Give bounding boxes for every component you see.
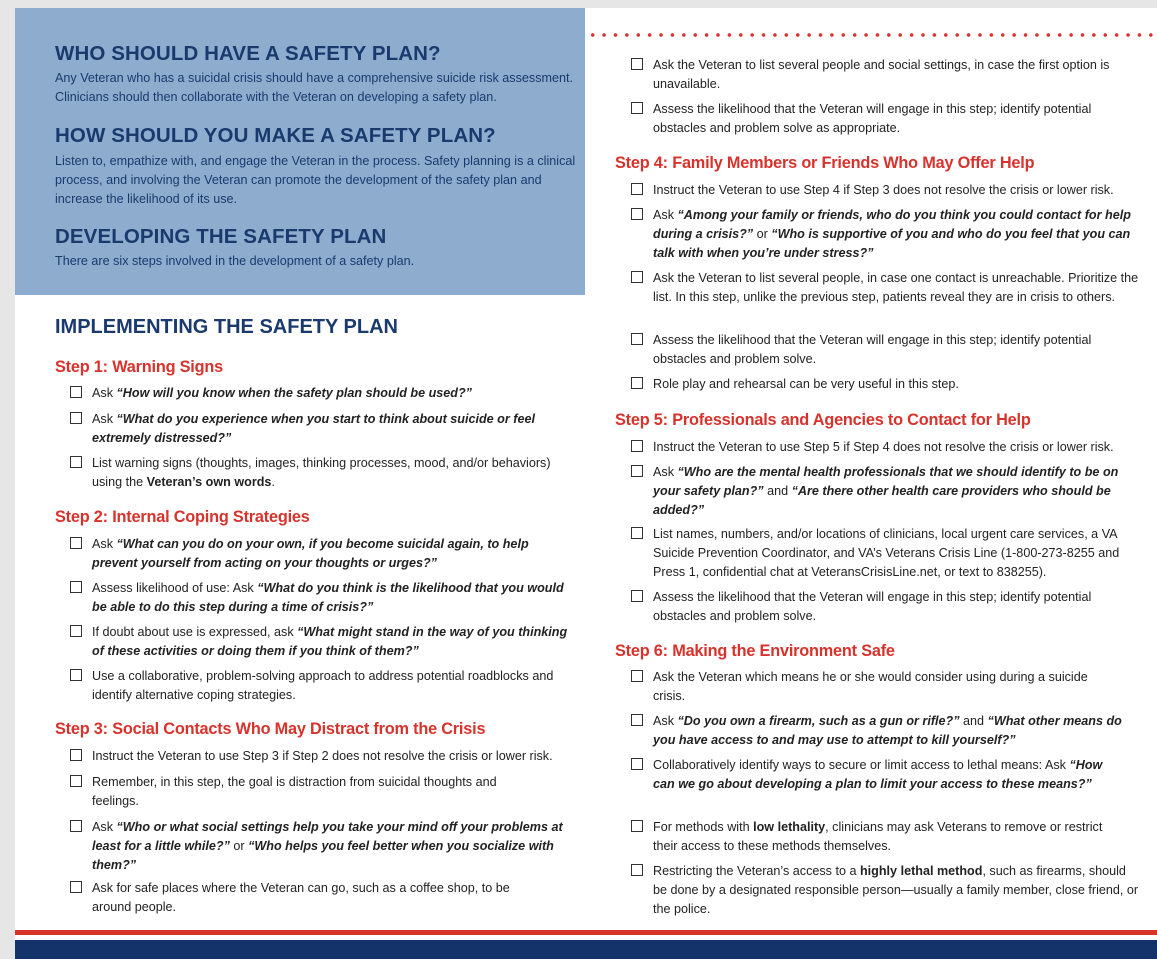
developing-text: There are six steps involved in the development of a safety plan. — [55, 254, 415, 268]
checkbox[interactable] — [70, 749, 82, 761]
step3-heading: Step 3: Social Contacts Who May Distract from the Crisis — [55, 720, 486, 738]
step3-item-5: Ask the Veteran to list several people and social settings, in case the first option is unavailable. — [653, 56, 1143, 94]
checkbox[interactable] — [631, 102, 643, 114]
step6-item-4: For methods with low lethality, clinicians may ask Veterans to remove or restrict their access to these methods themselves. — [653, 818, 1123, 856]
step6-item-1: Ask the Veteran which means he or she would consider using during a suicide crisis. — [653, 668, 1093, 706]
checkbox[interactable] — [631, 58, 643, 70]
checkbox[interactable] — [631, 864, 643, 876]
step1-item-3: List warning signs (thoughts, images, thinking processes, mood, and/or behaviors) using the Veteran’s own words. — [92, 454, 572, 492]
step1-item-1: Ask “How will you know when the safety plan should be used?” — [92, 384, 572, 403]
checkbox[interactable] — [70, 820, 82, 832]
checkbox[interactable] — [631, 590, 643, 602]
step3-item-6: Assess the likelihood that the Veteran will engage in this step; identify potential obstacles and problem solve as appropriate. — [653, 100, 1143, 138]
who-heading: WHO SHOULD HAVE A SAFETY PLAN? — [55, 42, 441, 65]
who-text: Any Veteran who has a suicidal crisis should have a comprehensive suicide risk assessment. Clinicians should then collaborate with the Veteran on developing a safety plan. — [55, 71, 573, 104]
checkbox[interactable] — [70, 625, 82, 637]
step2-heading: Step 2: Internal Coping Strategies — [55, 508, 310, 526]
safety-plan-page — [15, 8, 1157, 959]
step2-item-2: Assess likelihood of use: Ask “What do you think is the likelihood that you would be able to do this step during a time of crisis?” — [92, 579, 572, 617]
checkbox[interactable] — [631, 670, 643, 682]
step3-item-1: Instruct the Veteran to use Step 3 if Step 2 does not resolve the crisis or lower risk. — [92, 747, 572, 766]
footer-red-rule — [15, 930, 1157, 935]
step1-item-2: Ask “What do you experience when you start to think about suicide or feel extremely distressed?” — [92, 410, 572, 448]
dotted-divider — [587, 32, 1157, 38]
checkbox[interactable] — [70, 537, 82, 549]
checkbox[interactable] — [70, 386, 82, 398]
step5-heading: Step 5: Professionals and Agencies to Contact for Help — [615, 411, 1031, 429]
checkbox[interactable] — [631, 440, 643, 452]
step6-item-2: Ask “Do you own a firearm, such as a gun or rifle?” and “What other means do you have access to and may use to attempt to kill yourself?” — [653, 712, 1123, 750]
checkbox[interactable] — [631, 527, 643, 539]
checkbox[interactable] — [631, 820, 643, 832]
checkbox[interactable] — [631, 183, 643, 195]
checkbox[interactable] — [70, 581, 82, 593]
checkbox[interactable] — [70, 881, 82, 893]
step6-item-5: Restricting the Veteran’s access to a highly lethal method, such as firearms, should be done by a designated responsible person—usually a family member, close friend, or the police. — [653, 862, 1143, 919]
checkbox[interactable] — [631, 465, 643, 477]
step5-item-1: Instruct the Veteran to use Step 5 if Step 4 does not resolve the crisis or lower risk. — [653, 438, 1148, 457]
how-heading: HOW SHOULD YOU MAKE A SAFETY PLAN? — [55, 124, 496, 147]
step6-heading: Step 6: Making the Environment Safe — [615, 642, 895, 660]
step5-item-2: Ask “Who are the mental health professionals that we should identify to be on your safety plan?” and “Are there other health care providers who should be added?” — [653, 463, 1143, 520]
checkbox[interactable] — [70, 456, 82, 468]
step5-item-3: List names, numbers, and/or locations of clinicians, local urgent care services, a VA Suicide Prevention Coordinator, and VA’s Veterans Crisis Line (1-800-273-8255 and Press 1, confidential chat at VeteransCrisisLine.net, or text to 838255). — [653, 525, 1143, 582]
implementing-heading: IMPLEMENTING THE SAFETY PLAN — [55, 316, 398, 338]
step2-item-1: Ask “What can you do on your own, if you become suicidal again, to help prevent yourself from acting on your thoughts or urges?” — [92, 535, 572, 573]
step3-item-4: Ask for safe places where the Veteran can go, such as a coffee shop, to be around people. — [92, 879, 532, 917]
checkbox[interactable] — [631, 208, 643, 220]
how-text: Listen to, empathize with, and engage the Veteran in the process. Safety planning is a clinical process, and involving the Veteran can promote the development of the safety plan and increase the likelihood of its use. — [55, 154, 576, 206]
step4-heading: Step 4: Family Members or Friends Who May Offer Help — [615, 154, 1035, 172]
step5-item-4: Assess the likelihood that the Veteran will engage in this step; identify potential obstacles and problem solve. — [653, 588, 1143, 626]
step6-item-3: Collaboratively identify ways to secure or limit access to lethal means: Ask “How can we go about developing a plan to limit your access to these means?” — [653, 756, 1113, 794]
step1-heading: Step 1: Warning Signs — [55, 358, 223, 376]
intro-panel — [15, 8, 585, 295]
step4-item-2: Ask “Among your family or friends, who do you think you could contact for help during a crisis?” or “Who is supportive of you and who do you feel that you can talk with when you’re under stress?” — [653, 206, 1143, 263]
step2-item-3: If doubt about use is expressed, ask “What might stand in the way of you thinking of these activities or doing them if you think of them?” — [92, 623, 572, 661]
checkbox[interactable] — [631, 271, 643, 283]
checkbox[interactable] — [631, 377, 643, 389]
step4-item-3: Ask the Veteran to list several people, in case one contact is unreachable. Prioritize the list. In this step, unlike the previous step, patients reveal they are in crisis to others. — [653, 269, 1143, 307]
step3-item-3: Ask “Who or what social settings help you take your mind off your problems at least for a little while?” or “Who helps you feel better when you socialize with them?” — [92, 818, 572, 875]
checkbox[interactable] — [70, 775, 82, 787]
checkbox[interactable] — [631, 758, 643, 770]
footer-blue-band — [15, 940, 1157, 959]
step3-item-2: Remember, in this step, the goal is distraction from suicidal thoughts and feelings. — [92, 773, 512, 811]
step2-item-4: Use a collaborative, problem-solving approach to address potential roadblocks and identify alternative coping strategies. — [92, 667, 572, 705]
step4-item-1: Instruct the Veteran to use Step 4 if Step 3 does not resolve the crisis or lower risk. — [653, 181, 1148, 200]
step4-item-5: Role play and rehearsal can be very useful in this step. — [653, 375, 1143, 394]
checkbox[interactable] — [631, 714, 643, 726]
checkbox[interactable] — [70, 412, 82, 424]
developing-heading: DEVELOPING THE SAFETY PLAN — [55, 225, 387, 248]
checkbox[interactable] — [631, 333, 643, 345]
checkbox[interactable] — [70, 669, 82, 681]
step4-item-4: Assess the likelihood that the Veteran will engage in this step; identify potential obstacles and problem solve. — [653, 331, 1143, 369]
